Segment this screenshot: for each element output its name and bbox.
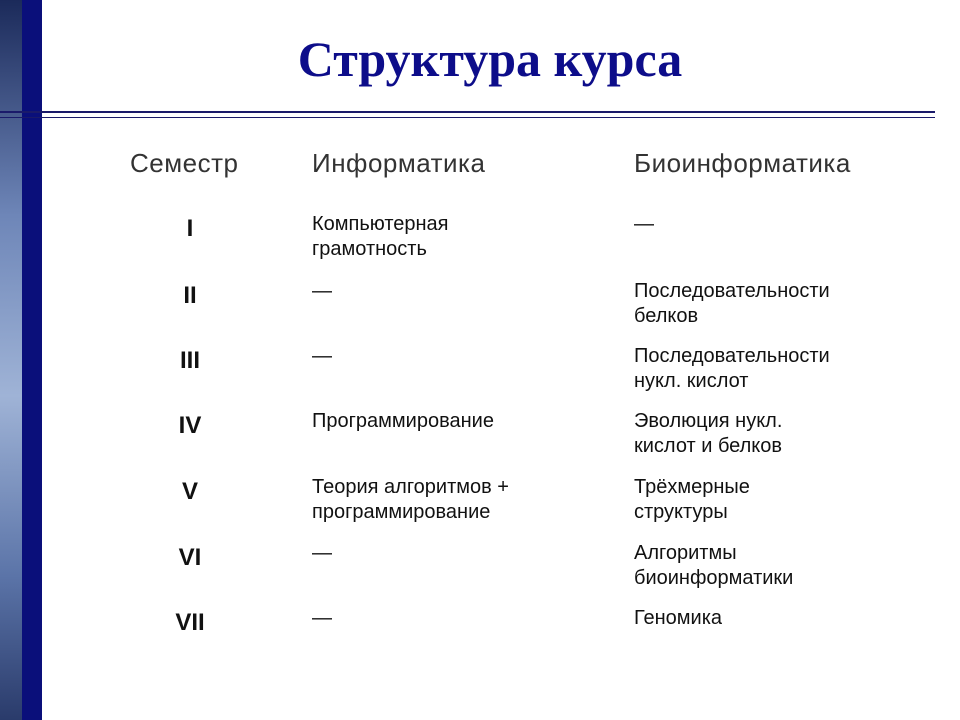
- table-row: [0, 279, 960, 339]
- table-row: [0, 475, 960, 535]
- table-row: [0, 344, 960, 404]
- semester-number: VI: [178, 544, 202, 571]
- bioinformatics-cell: Алгоритмы биоинформатики: [634, 542, 794, 589]
- header-semester: Семестр: [130, 148, 239, 178]
- table-row: [0, 212, 960, 272]
- table-row: [0, 541, 960, 601]
- bioinformatics-cell: Трёхмерные структуры: [634, 476, 750, 523]
- slide-title: Структура курса: [297, 31, 683, 87]
- semester-number: II: [183, 282, 197, 309]
- bioinformatics-cell: Геномика: [634, 607, 723, 629]
- bioinformatics-cell: —: [634, 213, 654, 235]
- semester-number: IV: [178, 412, 202, 439]
- informatics-cell: —: [312, 542, 332, 564]
- informatics-cell: Программирование: [312, 410, 494, 432]
- semester-number: V: [181, 478, 198, 505]
- bioinformatics-cell: Последовательности белков: [634, 280, 830, 327]
- informatics-cell: Компьютерная грамотность: [312, 213, 449, 260]
- bioinformatics-cell: Последовательности нукл. кислот: [634, 345, 830, 392]
- informatics-cell: —: [312, 607, 332, 629]
- informatics-cell: —: [312, 280, 332, 302]
- header-informatics: Информатика: [312, 148, 486, 178]
- table-row: [0, 606, 960, 666]
- semester-number: I: [186, 215, 194, 242]
- semester-number: VII: [175, 609, 205, 636]
- semester-number: III: [179, 347, 200, 374]
- informatics-cell: —: [312, 345, 332, 367]
- table-row: [0, 409, 960, 469]
- header-bioinformatics: Биоинформатика: [634, 148, 851, 178]
- bioinformatics-cell: Эволюция нукл. кислот и белков: [634, 410, 783, 457]
- informatics-cell: Теория алгоритмов + программирование: [312, 476, 509, 523]
